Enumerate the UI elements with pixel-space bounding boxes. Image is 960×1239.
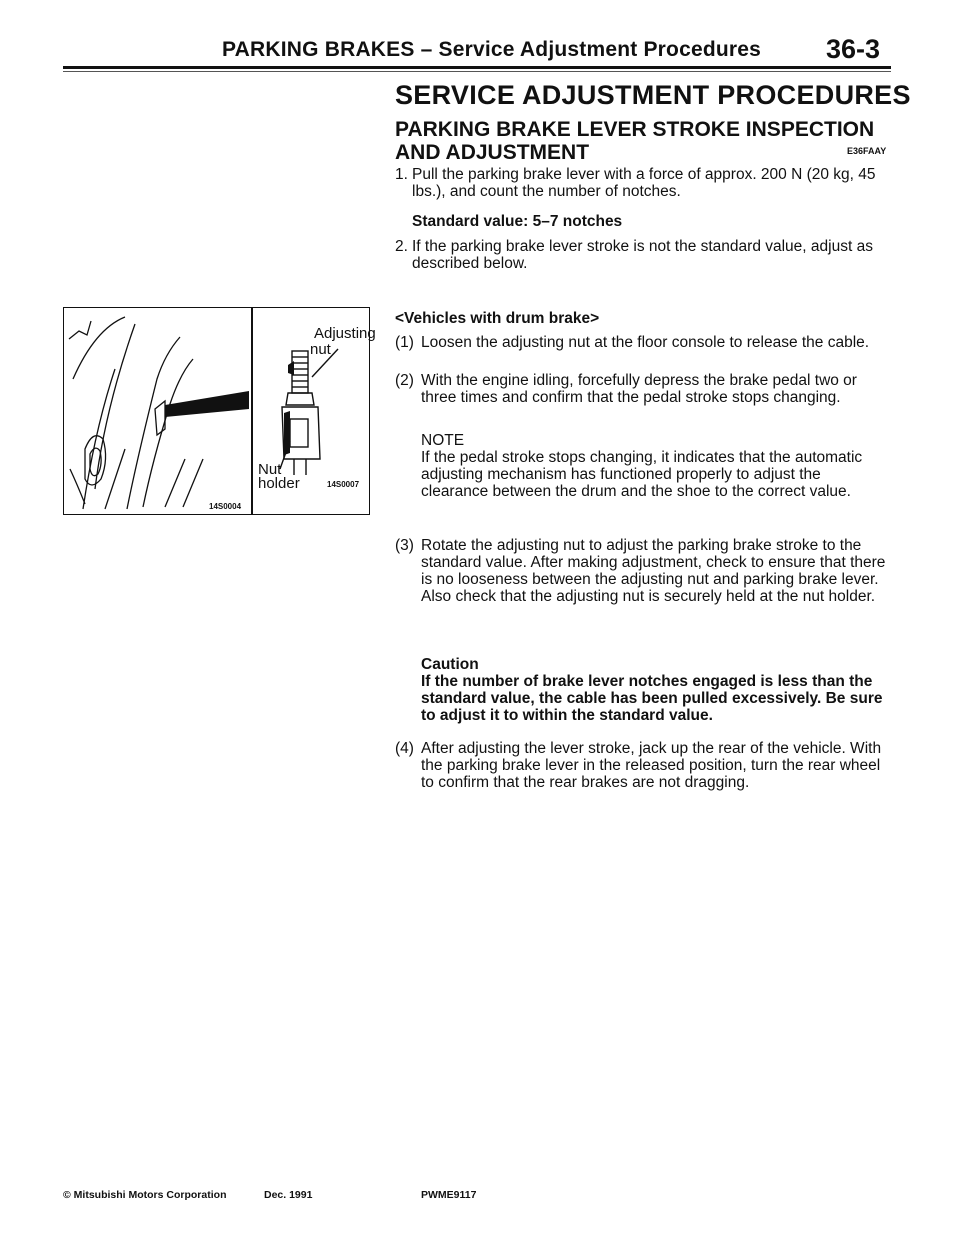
figure-code-left: 14S0004: [209, 502, 242, 511]
figure-code-right: 14S0007: [327, 480, 360, 489]
footer-copyright: © Mitsubishi Motors Corporation: [63, 1189, 227, 1201]
caution-block: [421, 656, 891, 724]
label-adjusting-nut-line2: nut: [310, 341, 331, 358]
figure-divider: [251, 307, 253, 515]
footer-date: Dec. 1991: [264, 1189, 313, 1201]
step-text: Pull the parking brake lever with a force of approx. 200 N (20 kg, 45 lbs.), and count the number of notches.: [412, 166, 876, 200]
label-nut-holder-line2: holder: [258, 475, 300, 492]
drum-step-1: [395, 334, 891, 351]
step-text-2: Also check that the adjusting nut is securely held at the nut holder.: [421, 588, 876, 605]
holder-shading: [284, 411, 290, 455]
step-number: (4): [395, 740, 414, 757]
subsection-title: [395, 118, 895, 164]
step-text: Rotate the adjusting nut to adjust the parking brake stroke to the standard value. After making adjustment, check to ensure that there is no looseness between the adjusting nut and parking brake lever.: [421, 537, 886, 588]
step-number: 2.: [395, 238, 408, 255]
drum-step-4: [395, 740, 891, 791]
step-number: (2): [395, 372, 414, 389]
nut-shading: [288, 361, 294, 375]
caution-label: Caution: [421, 656, 479, 673]
note-block: [421, 432, 891, 500]
header-rule-thin: [63, 71, 891, 72]
label-adjusting-nut-line1: Adjusting: [314, 325, 376, 342]
step-number: (1): [395, 334, 414, 351]
page-number: 36-3: [826, 34, 881, 64]
drum-brake-heading: <Vehicles with drum brake>: [395, 310, 600, 327]
section-title: SERVICE ADJUSTMENT PROCEDURES: [395, 80, 911, 110]
step-2: [395, 238, 891, 272]
note-text: If the pedal stroke stops changing, it indicates that the automatic adjusting mechanism has functioned properly to adjust the clearance between the drum and the shoe to the correct value.: [421, 449, 863, 500]
drum-step-2: [395, 372, 891, 406]
step-number: 1.: [395, 166, 408, 183]
console-lever-illustration: [65, 309, 249, 513]
subsection-title-line2: AND ADJUSTMENT: [395, 141, 590, 164]
step-number: (3): [395, 537, 414, 554]
step-text: If the parking brake lever stroke is not the standard value, adjust as described below.: [412, 238, 873, 272]
caution-text: If the number of brake lever notches engaged is less than the standard value, the cable has been pulled excessively. Be sure to adjust it to within the standard value.: [421, 673, 883, 724]
note-label: NOTE: [421, 432, 465, 449]
subsection-title-line1: PARKING BRAKE LEVER STROKE INSPECTION: [395, 118, 875, 141]
section-code: E36FAAY: [847, 146, 887, 156]
step-1: [395, 166, 891, 200]
step-text: With the engine idling, forcefully depress the brake pedal two or three times and confirm that the pedal stroke stops changing.: [421, 372, 857, 406]
step-text: Loosen the adjusting nut at the floor console to release the cable.: [421, 334, 870, 351]
label-nut-holder-line1: Nut: [258, 461, 282, 478]
step-text: After adjusting the lever stroke, jack up the rear of the vehicle. With the parking brake lever in the released position, turn the rear wheel to confirm that the rear brakes are not dragging.: [421, 740, 882, 791]
header-rule: [63, 66, 891, 69]
footer-doc-code: PWME9117: [421, 1189, 477, 1201]
running-header-title: PARKING BRAKES – Service Adjustment Procedures: [222, 38, 762, 61]
drum-step-3: [395, 537, 891, 605]
standard-value: Standard value: 5–7 notches: [412, 213, 623, 230]
cable-fill: [165, 391, 249, 417]
